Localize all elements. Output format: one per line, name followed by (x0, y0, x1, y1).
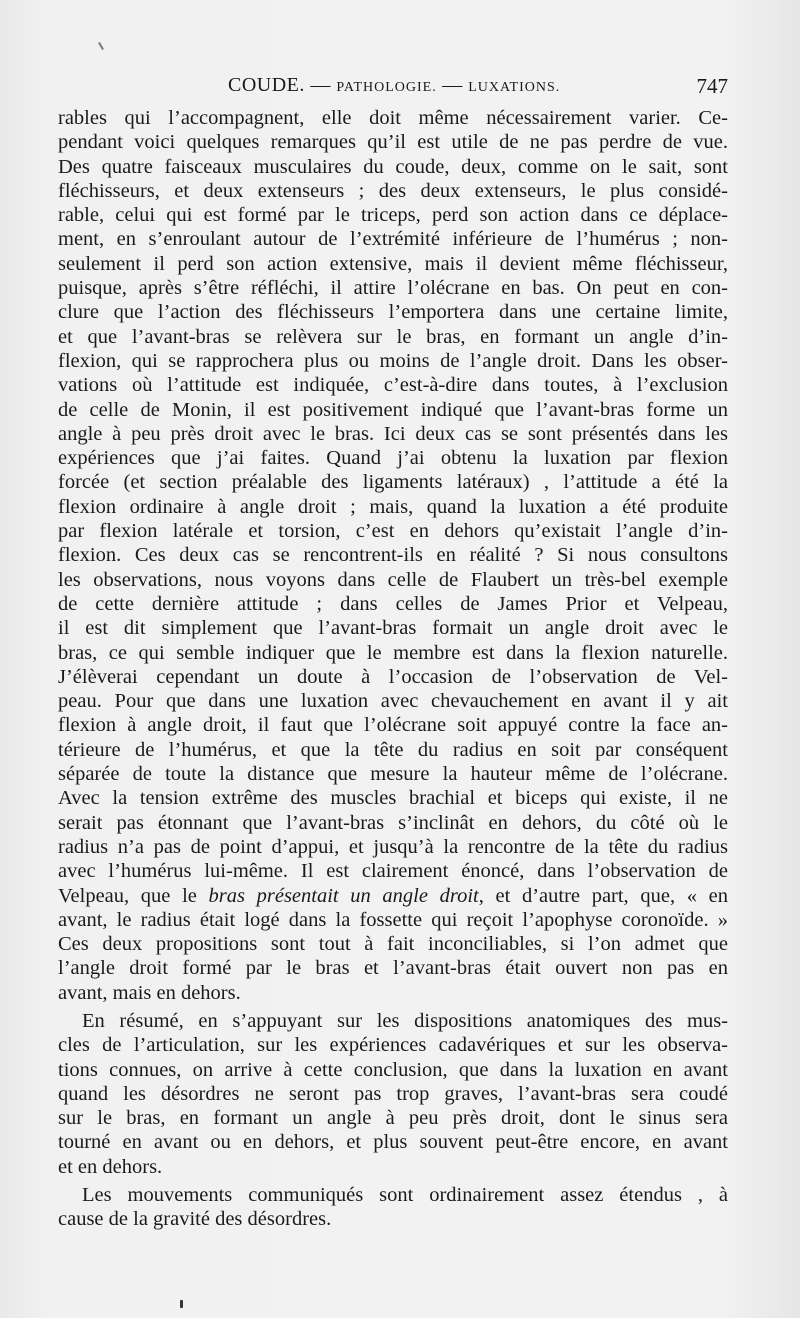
text-line: tions connues, on arrive à cette conclusion, que dans la luxation en avant (58, 1058, 728, 1081)
text-line: fléchisseurs, et deux extenseurs ; des deux extenseurs, le plus considé- (58, 179, 728, 202)
italic-phrase: bras présentait un angle droit (208, 884, 479, 907)
text-line: expériences que j’ai faites. Quand j’ai obtenu la luxation par flexion (58, 447, 728, 470)
text-line: Les mouvements communiqués sont ordinairement assez étendus , à (82, 1184, 728, 1207)
title-pathologie: PATHOLOGIE. (336, 80, 437, 95)
text-line: Avec la tension extrême des muscles brachial et biceps qui existe, il ne (58, 787, 728, 810)
page-number: 747 (696, 74, 728, 98)
text-line: Des quatre faisceaux musculaires du coude, deux, comme on le sait, sont (58, 155, 728, 178)
text-line: tourné en avant ou en dehors, et plus souvent peut-être encore, en avant (58, 1131, 728, 1154)
text-line: rables qui l’accompagnent, elle doit même nécessairement varier. Ce- (58, 107, 728, 129)
text-line: l’angle droit formé par le bras et l’avant-bras était ouvert non pas en (58, 957, 728, 980)
ink-speck (180, 1300, 183, 1308)
text-line: peau. Pour que dans une luxation avec chevauchement en avant il y ait (58, 690, 728, 713)
text-line: avant, le radius était logé dans la fossette qui reçoit l’apophyse coronoïde. » (58, 908, 728, 931)
text-line: seulement il perd son action extensive, mais il devient même fléchisseur, (58, 252, 728, 275)
text-line: forcée (et section préalable des ligaments latéraux) , l’attitude a été la (58, 471, 728, 494)
text-line: ment, en s’enroulant autour de l’extrémité inférieure de l’humérus ; non- (58, 228, 728, 251)
text-line: et que l’avant-bras se relèvera sur le bras, en formant un angle d’in- (58, 325, 728, 348)
title-dash: — (436, 74, 469, 96)
title-luxations: LUXATIONS. (468, 80, 561, 95)
margin-mark (98, 42, 104, 50)
text-line: J’élèverai cependant un doute à l’occasion de l’observation de Vel- (58, 665, 728, 688)
text-line: Ces deux propositions sont tout à fait inconciliables, si l’on admet que (58, 933, 728, 956)
text-line: séparée de toute la distance que mesure la hauteur même de l’olécrane. (58, 763, 728, 786)
text-line: les observations, nous voyons dans celle de Flaubert un très-bel exemple (58, 568, 728, 591)
text-line: flexion ordinaire à angle droit ; mais, quand la luxation a été produite (58, 495, 728, 518)
text-line: puisque, après s’être réfléchi, il attire l’olécrane en bas. On peut en con- (58, 277, 728, 300)
text-line: serait pas étonnant que l’avant-bras s’inclinât en dehors, du côté où le (58, 811, 728, 834)
text-line: sur le bras, en formant un angle à peu près droit, dont le sinus sera (58, 1107, 728, 1130)
running-title (228, 74, 560, 97)
text-line: bras, ce qui semble indiquer que le membre est dans la flexion naturelle. (58, 641, 728, 664)
title-dash: — (304, 74, 337, 96)
text-line: Velpeau, que le bras présentait un angle droit, et d’autre part, que, « en (58, 884, 728, 907)
body-text (58, 106, 728, 1232)
text-line: il est dit simplement que l’avant-bras formait un angle droit avec le (58, 617, 728, 640)
text-line: avant, mais en dehors. (58, 981, 241, 1004)
text-line: quand les désordres ne seront pas trop graves, l’avant-bras sera coudé (58, 1082, 728, 1105)
text-line: rable, celui qui est formé par le triceps, perd son action dans ce déplace- (58, 204, 728, 227)
text-line: térieure de l’humérus, et que la tête du radius en soit par conséquent (58, 738, 728, 761)
text-line: de celle de Monin, il est positivement indiqué que l’avant-bras forme un (58, 398, 728, 421)
text-line: flexion. Ces deux cas se rencontrent-ils en réalité ? Si nous consultons (58, 544, 728, 567)
text-line: flexion à angle droit, il faut que l’olécrane soit appuyé contre la face an- (58, 714, 728, 737)
running-header (58, 74, 728, 102)
text-line: cles de l’articulation, sur les expériences cadavériques et sur les observa- (58, 1034, 728, 1057)
text-line: radius n’a pas de point d’appui, et jusqu’à la rencontre de la tête du radius (58, 835, 728, 858)
text-line: angle à peu près droit avec le bras. Ici deux cas se sont présentés dans les (58, 422, 728, 445)
text-line: clure que l’action des fléchisseurs l’emportera dans une certaine limite, (58, 301, 728, 324)
text-line: vations où l’attitude est indiquée, c’est-à-dire dans toutes, à l’exclusion (58, 374, 728, 397)
text-line: par flexion latérale et torsion, c’est en dehors qu’existait l’angle d’in- (58, 520, 728, 543)
text-line: En résumé, en s’appuyant sur les dispositions anatomiques des mus- (82, 1009, 728, 1032)
text-line: avec l’humérus lui-même. Il est clairement énoncé, dans l’observation de (58, 860, 728, 883)
title-main: COUDE. (228, 74, 305, 96)
text-line: et en dehors. (58, 1155, 163, 1178)
text-line: pendant voici quelques remarques qu’il est utile de ne pas perdre de vue. (58, 131, 728, 154)
text-line: de cette dernière attitude ; dans celles de James Prior et Velpeau, (58, 592, 728, 615)
text-line: cause de la gravité des désordres. (58, 1208, 332, 1231)
text-line: flexion, qui se rapprochera plus ou moins de l’angle droit. Dans les obser- (58, 349, 728, 372)
